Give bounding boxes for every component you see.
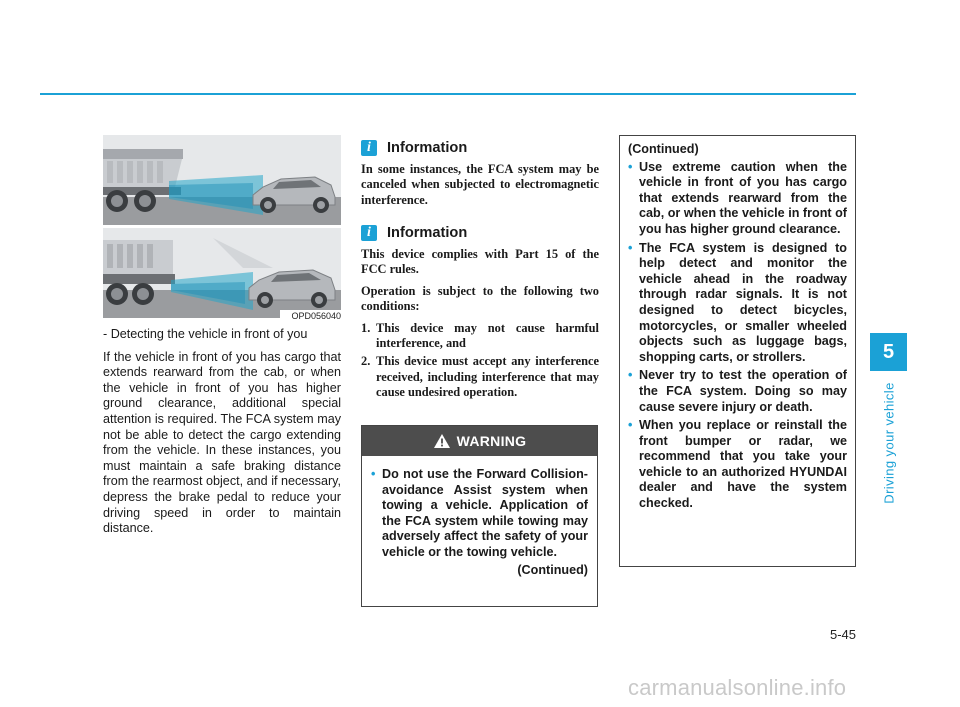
info-block-2 (361, 247, 599, 404)
chapter-tab[interactable]: 5 (870, 333, 907, 371)
list-item (628, 368, 847, 415)
continued-warning-box (619, 135, 856, 567)
body-paragraph: If the vehicle in front of you has cargo that extends rearward from the cab, or when the vehicle in front of you has higher ground clearance, additional special attention is required. The FCA system may not be able to detect the cargo extending from the vehicle. In these instances, you must maintain a safe braking distance from the rearmost object, and if necessary, depress the brake pedal to reduce your driving speed in order to maintain distance. (103, 349, 341, 536)
warning-text: When you replace or reinstall the front bumper or radar, we recommend that you take your vehicle to an authorized HYUNDAI dealer and have the system checked. (639, 418, 847, 511)
list-item (628, 241, 847, 366)
list-item (361, 321, 599, 352)
page-number: 5-45 (829, 627, 856, 642)
chapter-title-text: Driving your vehicle (881, 381, 896, 504)
list-number: 2. (361, 354, 371, 369)
info-heading-2 (361, 224, 467, 242)
info-text: Operation is subject to the following two conditions: (361, 283, 599, 314)
warning-box (361, 425, 598, 607)
watermark: carmanualsonline.info (628, 675, 847, 700)
info-title: Information (387, 225, 468, 241)
list-text: This device may not cause harmful interference, and (376, 320, 599, 351)
info-text: In some instances, the FCA system may be canceled when subjected to electromagnetic interference. (361, 162, 599, 207)
warning-title: WARNING (456, 433, 527, 449)
warning-text: Use extreme caution when the vehicle in front of you has cargo that extends rearward from the cab, or when the vehicle in front of you has higher ground clearance. (639, 159, 847, 236)
info-icon: i (361, 140, 377, 156)
list-item (628, 418, 847, 512)
truck-cargo-illustration-top (103, 135, 341, 225)
truck-car-diagram (103, 135, 341, 225)
condition-list (361, 321, 599, 401)
bullet-icon: • (371, 467, 376, 481)
warning-text: Do not use the Forward Collision-avoidance Assist system when towing a vehicle. Application of the FCA system while towing may adversely affect the safety of your vehicle or the towing vehicle. (382, 467, 588, 559)
figure-caption: - Detecting the vehicle in front of you (103, 327, 308, 341)
continued-label: (Continued) (517, 562, 588, 577)
header-rule (40, 93, 856, 95)
info-heading-1 (361, 139, 467, 157)
list-item (371, 467, 588, 561)
bullet-icon: • (628, 368, 633, 383)
warning-text: The FCA system is designed to help detect and monitor the vehicle ahead in the roadway through radar signals. It is not designed to detect bicycles, motorcycles, or smaller wheeled objects such as luggage bags, shopping carts, or strollers. (639, 240, 847, 364)
warning-triangle-icon (433, 433, 451, 449)
truck-cargo-illustration-bottom (103, 228, 341, 318)
warning-text: Never try to test the operation of the FCA system. Doing so may cause severe injury or death. (639, 368, 847, 414)
column-1 (103, 327, 341, 544)
warning-body (362, 456, 597, 578)
list-text: This device must accept any interference received, including interference that may cause undesired operation. (376, 354, 599, 400)
info-text: This device complies with Part 15 of the FCC rules. (361, 247, 599, 277)
list-item (628, 160, 847, 238)
bullet-icon: • (628, 159, 633, 174)
info-icon: i (361, 225, 377, 241)
info-block-1 (361, 162, 599, 214)
bullet-icon: • (628, 418, 633, 433)
bullet-icon: • (628, 240, 633, 255)
list-number: 1. (361, 320, 371, 335)
truck-car-diagram (103, 228, 341, 318)
info-title: Information (387, 140, 468, 156)
continued-label: (Continued) (628, 142, 699, 156)
warning-header (362, 426, 597, 456)
figure-code: OPD056040 (280, 310, 341, 322)
list-item (361, 354, 599, 400)
chapter-title (870, 380, 907, 505)
